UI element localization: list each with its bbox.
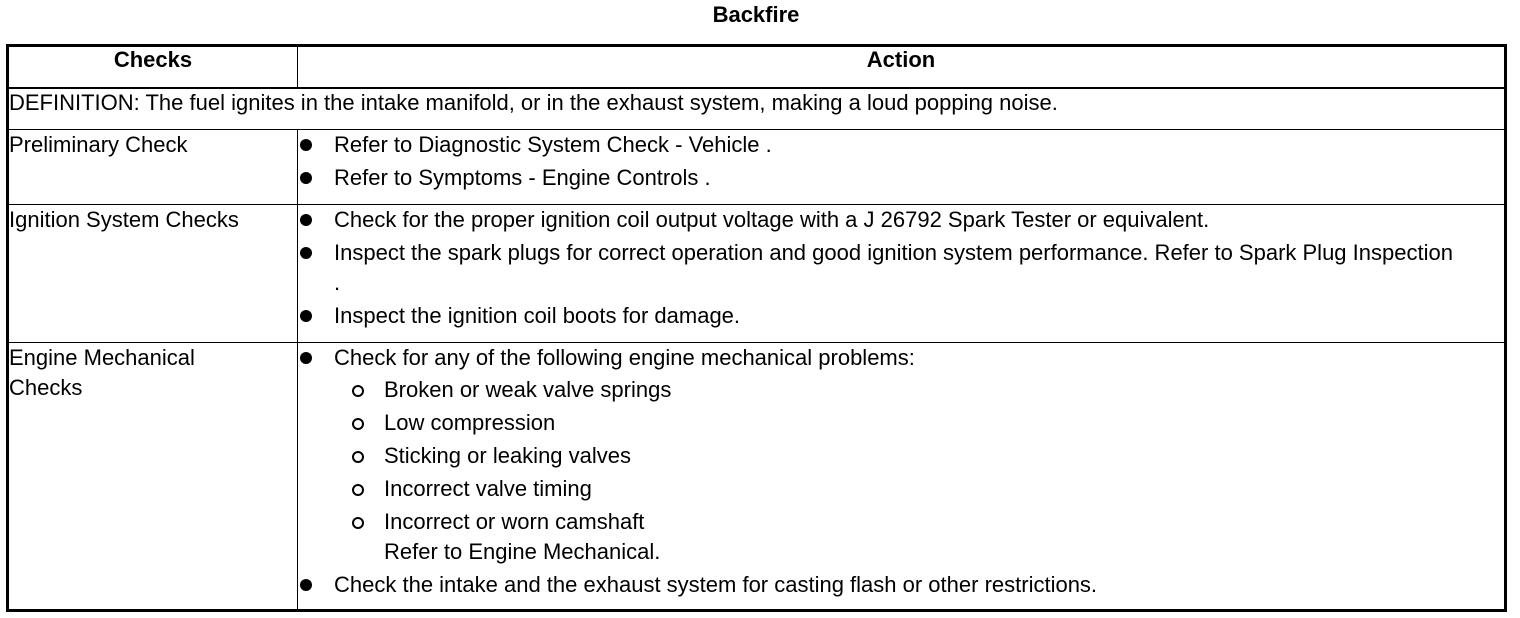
check-cell: Engine Mechanical Checks [8, 343, 298, 611]
definition-text: DEFINITION: The fuel ignites in the intake manifold, or in the exhaust system, making a loud popping noise. [8, 88, 1506, 130]
sub-list-item [334, 474, 1504, 504]
circle-bullet-icon [352, 484, 364, 496]
table-row [8, 130, 1506, 205]
action-text: Inspect the ignition coil boots for damage. [334, 303, 741, 328]
column-header-action: Action [298, 46, 1506, 89]
sub-list-item [334, 441, 1504, 471]
sub-list-item [334, 408, 1504, 438]
table-row [8, 343, 1506, 611]
sub-item-text: Broken or weak valve springs [384, 377, 672, 402]
list-item [298, 163, 1504, 193]
circle-bullet-icon [352, 451, 364, 463]
bullet-icon [300, 172, 312, 184]
sub-note: Refer to Engine Mechanical. [384, 539, 661, 564]
action-text: Inspect the spark plugs for correct operation and good ignition system performance. Refer to Spark Plug Inspection . [334, 240, 1453, 295]
circle-bullet-icon [352, 418, 364, 430]
column-header-checks: Checks [8, 46, 298, 89]
diagnostic-table [6, 44, 1507, 612]
table-row [8, 205, 1506, 343]
action-text: Check for any of the following engine mechanical problems: [334, 345, 915, 370]
definition-row [8, 88, 1506, 130]
bullet-icon [300, 139, 312, 151]
list-item [298, 301, 1504, 331]
sub-item-text: Sticking or leaking valves [384, 443, 632, 468]
table-header-row [8, 46, 1506, 89]
bullet-icon [300, 352, 312, 364]
action-text: Check the intake and the exhaust system for casting flash or other restrictions. [334, 572, 1098, 597]
circle-bullet-icon [352, 385, 364, 397]
bullet-icon [300, 310, 312, 322]
check-cell: Ignition System Checks [8, 205, 298, 343]
action-text: Check for the proper ignition coil output voltage with a J 26792 Spark Tester or equivalent. [334, 207, 1210, 232]
sub-item-text: Incorrect or worn camshaft [384, 509, 645, 534]
bullet-icon [300, 247, 312, 259]
page-title: Backfire [712, 2, 800, 27]
action-cell [298, 130, 1506, 205]
list-item [298, 205, 1504, 235]
action-cell [298, 343, 1506, 611]
sub-list-item [334, 375, 1504, 405]
sub-list [334, 375, 1504, 567]
action-text: Refer to Symptoms - Engine Controls . [334, 165, 711, 190]
sub-item-text: Low compression [384, 410, 556, 435]
list-item [298, 238, 1504, 298]
action-text: Refer to Diagnostic System Check - Vehicle . [334, 132, 772, 157]
list-item [298, 130, 1504, 160]
bullet-icon [300, 579, 312, 591]
circle-bullet-icon [352, 517, 364, 529]
sub-list-item [334, 507, 1504, 567]
check-cell: Preliminary Check [8, 130, 298, 205]
list-item [298, 570, 1504, 600]
bullet-icon [300, 214, 312, 226]
sub-item-text: Incorrect valve timing [384, 476, 592, 501]
list-item [298, 343, 1504, 567]
action-cell [298, 205, 1506, 343]
